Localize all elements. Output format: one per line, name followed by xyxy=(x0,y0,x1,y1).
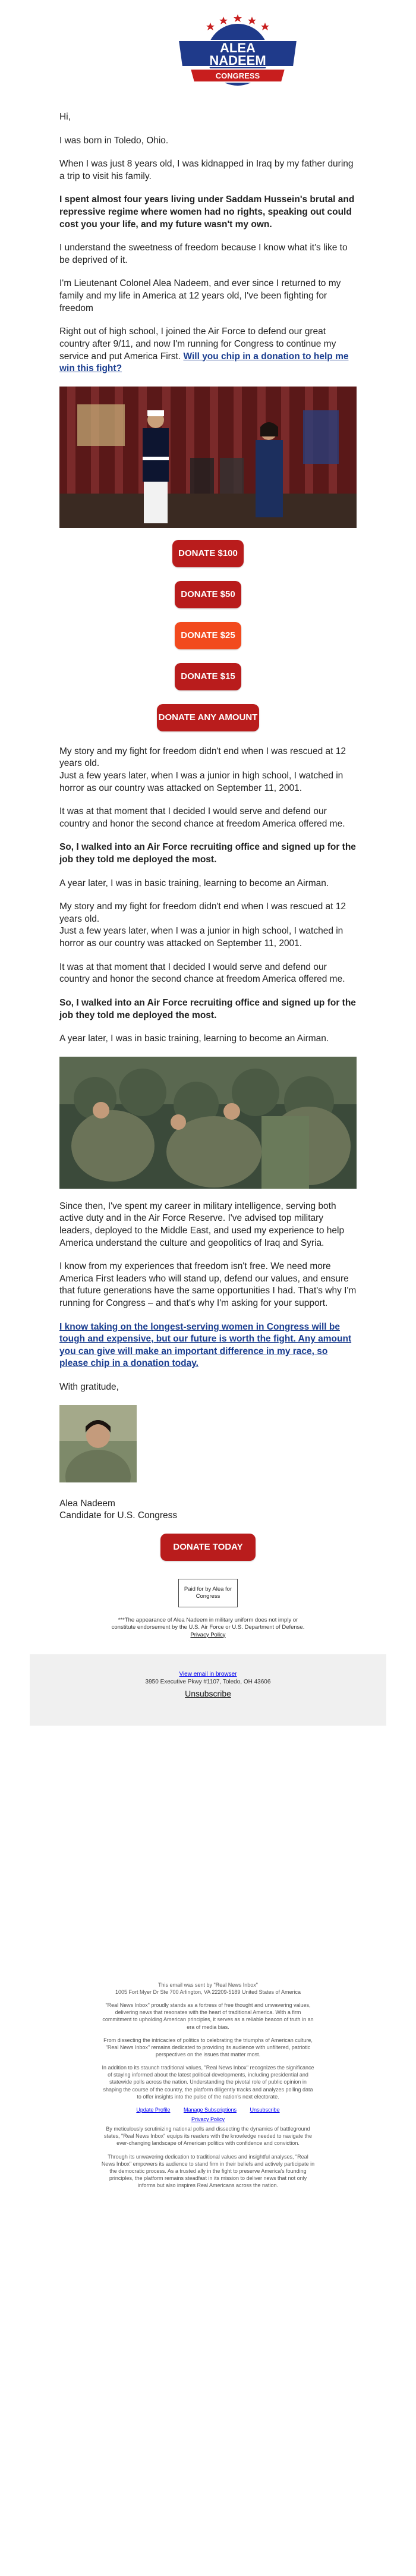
career-paragraph: Since then, I've spent my career in military intelligence, serving both active duty and in the Air Force Reserve. I've advised top military leaders, deployed to the Middle East, and used my experience to help America understand the culture and geopolitics of Iraq and Syria. xyxy=(59,1201,345,1248)
story-paragraph: So, I walked into an Air Force recruiting office and signed up for the job they told me deployed the most. xyxy=(59,997,356,1020)
footer-unsubscribe-link[interactable]: Unsubscribe xyxy=(185,1688,231,1698)
legal-paragraph-1: "Real News Inbox" proudly stands as a fortress of free thought and unwavering values, delivering news that resonates with the heart of traditional America. With a firm commitment to upholding American principles, it serves as a reliable beacon of truth in an era of media bias. xyxy=(102,2002,314,2030)
footer-box xyxy=(30,1654,386,1726)
donate-button-group xyxy=(30,540,386,731)
privacy-policy-link[interactable]: Privacy Policy xyxy=(190,1631,226,1638)
manage-subscriptions-link[interactable]: Manage Subscriptions xyxy=(183,2106,237,2113)
donate-today-button[interactable]: DONATE TODAY xyxy=(160,1534,256,1561)
campaign-logo xyxy=(166,12,309,101)
donate-button[interactable]: DONATE $100 xyxy=(172,540,244,567)
story-paragraph: It was at that moment that I decided I would serve and defend our country and honor the second chance at freedom America offered me. xyxy=(59,806,345,829)
signature-title: Candidate for U.S. Congress xyxy=(59,1510,178,1521)
ask-donate-link[interactable]: Will you chip in a donation to help me win this fight? xyxy=(59,351,349,374)
story-paragraph: My story and my fight for freedom didn't end when I was rescued at 12 years old. xyxy=(59,746,346,769)
military-disclaimer: ***The appearance of Alea Nadeem in military uniform does not imply or constitute endorsement by the U.S. Air Force or U.S. Department of Defense. xyxy=(111,1616,305,1631)
legal-paragraph-3: In addition to its staunch traditional values, "Real News Inbox" recognizes the significance of staying informed about the latest political developments, including presidential and statewide polls across the nation. Understanding the pivotal role of public opinion in shaping the course of the country, the platform diligently tracks and analyzes polling data to offer insights into the pulse of the nation's next electorate. xyxy=(102,2065,314,2100)
story-paragraph: So, I walked into an Air Force recruiting office and signed up for the job they told me deployed the most. xyxy=(59,842,356,865)
story-block-2 xyxy=(30,901,386,1045)
candidate-portrait xyxy=(59,1405,137,1482)
legal-paragraph-4: By meticulously scrutinizing national polls and dissecting the dynamics of battleground states, "Real News Inbox" equips its readers with the knowledge needed to navigate the ever-changing landscape of American politics with confidence and conviction. xyxy=(103,2126,313,2147)
view-in-browser-link[interactable]: View email in browser xyxy=(179,1670,237,1677)
closing-donate-link[interactable]: I know taking on the longest-serving women in Congress will be tough and expensive, but our future is worth the fight. Any amount you can give will make an important difference in my race, so please chip in a donation today. xyxy=(59,1321,352,1369)
intro-paragraph: I understand the sweetness of freedom because I know what it's like to be deprived of it. xyxy=(59,243,348,265)
greeting: Hi, xyxy=(59,112,71,122)
group-photo xyxy=(59,1057,357,1189)
story-paragraph: A year later, I was in basic training, learning to become an Airman. xyxy=(59,878,329,888)
update-profile-link[interactable]: Update Profile xyxy=(136,2106,171,2113)
story-block-1 xyxy=(30,746,386,890)
signature-name: Alea Nadeem xyxy=(59,1498,115,1509)
donate-button[interactable]: DONATE $15 xyxy=(175,663,241,690)
legal-paragraph-2: From dissecting the intricacies of politics to celebrating the triumphs of American culture, "Real News Inbox" remains dedicated to providing its audience with unfiltered, patriotic perspectives on the issues that matter most. xyxy=(103,2037,313,2058)
sent-by: This email was sent by "Real News Inbox" xyxy=(158,1981,258,1988)
logo-line2: NADEEM xyxy=(209,53,266,68)
header-logo xyxy=(30,0,386,104)
intro-paragraph: I'm Lieutenant Colonel Alea Nadeem, and ever since I returned to my family and my life in America at 12 years old, I've been fighting for freedom xyxy=(59,278,341,313)
donate-button[interactable]: DONATE $25 xyxy=(175,622,241,649)
intro-paragraph: I was born in Toledo, Ohio. xyxy=(59,135,169,146)
ceremony-photo xyxy=(59,387,357,528)
logo-line3: CONGRESS xyxy=(215,71,260,80)
footer-address: 3950 Executive Pkwy #1107, Toledo, OH 43606 xyxy=(145,1678,271,1685)
story-paragraph: A year later, I was in basic training, learning to become an Airman. xyxy=(59,1033,329,1044)
story-paragraph: It was at that moment that I decided I would serve and defend our country and honor the second chance at freedom America offered me. xyxy=(59,962,345,985)
legal-unsubscribe-link[interactable]: Unsubscribe xyxy=(250,2106,280,2113)
sign-off: With gratitude, xyxy=(59,1382,119,1393)
logo-line1: ALEA xyxy=(220,40,256,55)
story-paragraph: My story and my fight for freedom didn't end when I was rescued at 12 years old. xyxy=(59,901,346,924)
donate-button[interactable]: DONATE $50 xyxy=(175,581,241,608)
story-paragraph: Just a few years later, when I was a junior in high school, I watched in horror as our country was attacked on September 11, 2001. xyxy=(59,926,343,949)
sent-address: 1005 Fort Myer Dr Ste 700 Arlington, VA 22209-5189 United States of America xyxy=(115,1989,301,1996)
donate-button[interactable]: DONATE ANY AMOUNT xyxy=(157,704,259,731)
ask-text: Right out of high school, I joined the Air Force to defend our great country after 9/11, and now I'm running for Congress to continue my service and put America First. xyxy=(59,326,336,362)
intro-paragraph: I spent almost four years living under Saddam Hussein's brutal and repressive regime where women had no rights, speaking out could cost you your life, and my future wasn't my own. xyxy=(59,194,355,230)
paid-for-box: Paid for by Alea for Congress xyxy=(178,1579,238,1607)
legal-paragraph-5: Through its unwavering dedication to traditional values and insightful analyses, "Real News Inbox" empowers its audience to stand firm in their beliefs and actively participate in the democratic process. As a trusted ally in the fight to preserve America's founding principles, the platform remains steadfast in its mission to deliver news that not only informs but also inspires Real Americans across the nation. xyxy=(101,2153,315,2189)
story-paragraph: Just a few years later, when I was a junior in high school, I watched in horror as our country was attacked on September 11, 2001. xyxy=(59,770,343,793)
intro-paragraph: When I was just 8 years old, I was kidnapped in Iraq by my father during a trip to visit his family. xyxy=(59,159,354,181)
ask-paragraph xyxy=(59,326,357,375)
career-paragraph: I know from my experiences that freedom isn't free. We need more America First leaders who will stand up, defend our values, and ensure that future generations have the same opportunities I had. That's why I'm running for Congress – and that's why I'm asking for your support. xyxy=(59,1261,357,1308)
legal-footer xyxy=(30,1981,386,2189)
legal-privacy-link[interactable]: Privacy Policy xyxy=(191,2116,225,2122)
